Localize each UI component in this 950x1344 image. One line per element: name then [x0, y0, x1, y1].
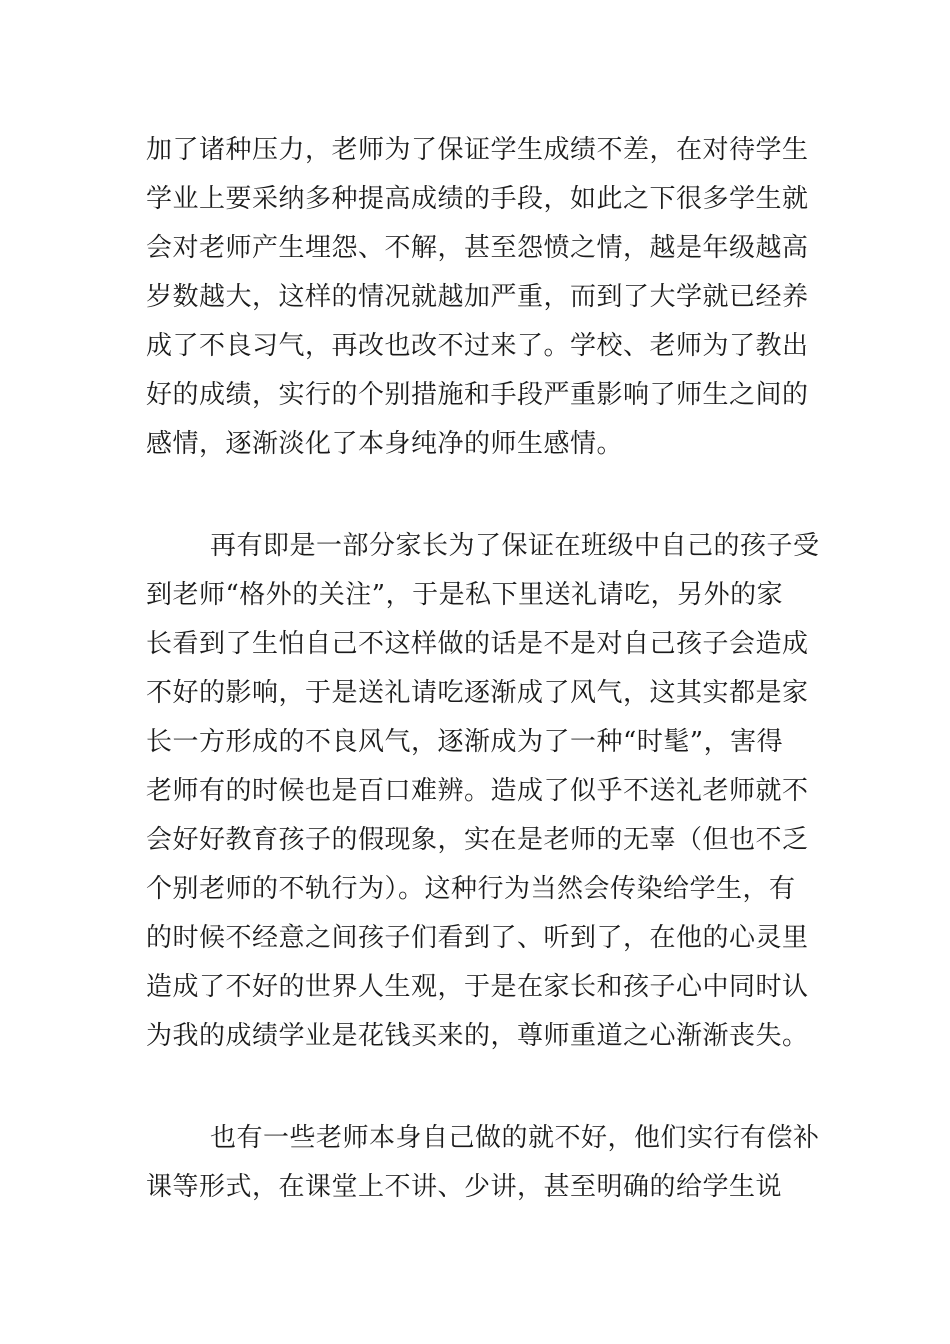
text-line: 再有即是一部分家长为了保证在班级中自己的孩子受	[210, 531, 820, 561]
text-line: 会对老师产生埋怨、不解，甚至怨愤之情，越是年级越高	[146, 233, 809, 263]
text-line: 感情，逐渐淡化了本身纯净的师生感情。	[146, 429, 624, 459]
text-line: 长看到了生怕自己不这样做的话是不是对自己孩子会造成	[146, 629, 809, 659]
text-line: 会好好教育孩子的假现象，实在是老师的无辜（但也不乏	[146, 825, 809, 855]
text-line: 加了诸种压力，老师为了保证学生成绩不差，在对待学生	[146, 135, 809, 165]
text-line: 老师有的时候也是百口难辨。造成了似乎不送礼老师就不	[146, 776, 809, 806]
text-line: 的时候不经意之间孩子们看到了、听到了，在他的心灵里	[146, 923, 809, 953]
text-line: 好的成绩，实行的个别措施和手段严重影响了师生之间的	[146, 380, 809, 410]
text-line: 成了不良习气，再改也改不过来了。学校、老师为了教出	[146, 331, 809, 361]
text-line: 岁数越大，这样的情况就越加严重，而到了大学就已经养	[146, 282, 809, 312]
text-line: 长一方形成的不良风气，逐渐成为了一种“时髦”，害得	[146, 727, 784, 757]
text-line: 为我的成绩学业是花钱买来的，尊师重道之心渐渐丧失。	[146, 1021, 809, 1051]
text-line: 不好的影响，于是送礼请吃逐渐成了风气，这其实都是家	[146, 678, 809, 708]
text-line: 到老师“格外的关注”，于是私下里送礼请吃，另外的家	[146, 580, 784, 610]
text-line: 造成了不好的世界人生观，于是在家长和孩子心中同时认	[146, 972, 809, 1002]
text-line: 也有一些老师本身自己做的就不好，他们实行有偿补	[210, 1123, 820, 1153]
text-line: 个别老师的不轨行为）。这种行为当然会传染给学生，有	[146, 874, 796, 904]
text-line: 课等形式，在课堂上不讲、少讲，甚至明确的给学生说	[146, 1172, 783, 1202]
text-line: 学业上要采纳多种提高成绩的手段，如此之下很多学生就	[146, 184, 809, 214]
